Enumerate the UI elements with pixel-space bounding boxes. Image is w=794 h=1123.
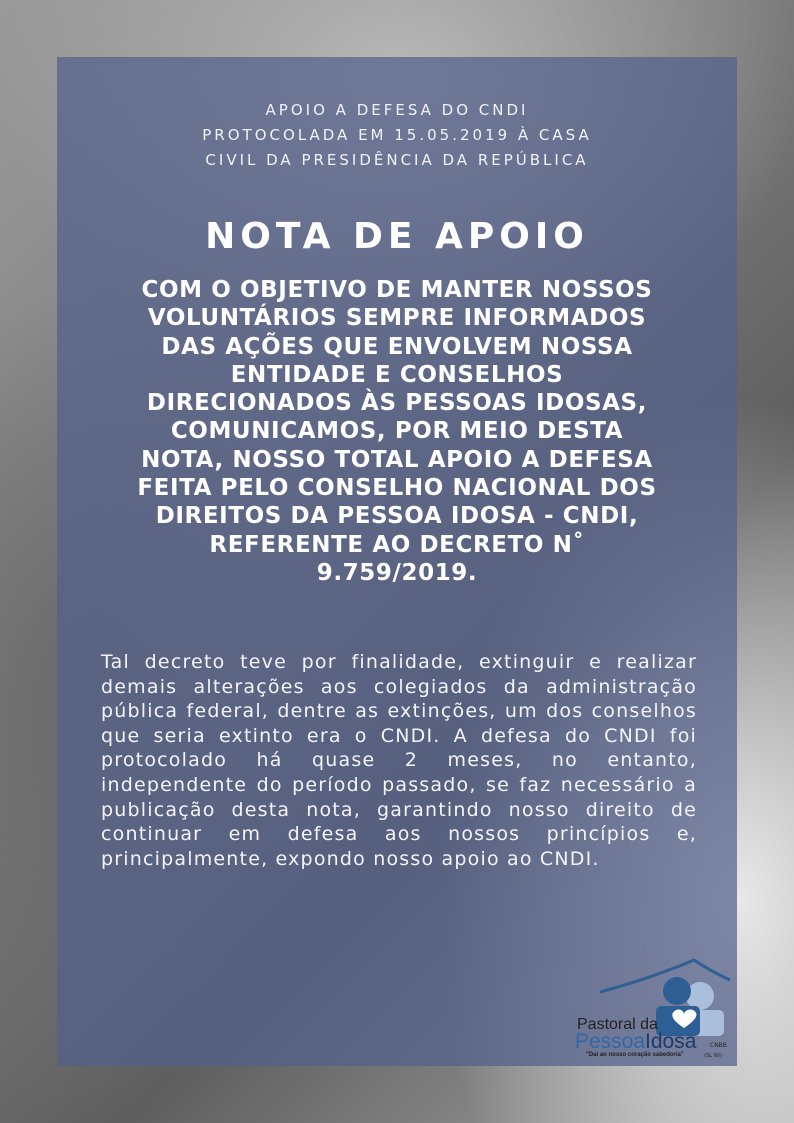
headline-line: COM O OBJETIVO DE MANTER NOSSOS (141, 277, 653, 303)
headline-line: VOLUNTÁRIOS SEMPRE INFORMADOS (147, 305, 647, 332)
subtitle-line: CIVIL DA PRESIDÊNCIA DA REPÚBLICA (205, 151, 589, 169)
subtitle-line: PROTOCOLADA EM 15.05.2019 À CASA (202, 126, 592, 144)
page-title: NOTA DE APOIO (205, 216, 589, 257)
headline-line: DIRECIONADOS ÀS PESSOAS IDOSAS, (146, 390, 648, 417)
headline-line: COMUNICAMOS, POR MEIO DESTA (170, 418, 624, 445)
headline-line: REFERENTE AO DECRETO N˚ (209, 531, 585, 558)
logo-line2 (575, 1030, 696, 1054)
subtitle (57, 98, 737, 173)
headline-line: ENTIDADE E CONSELHOS (230, 361, 564, 388)
headline-line: NOTA, NOSSO TOTAL APOIO A DEFESA (141, 446, 653, 473)
headline (90, 276, 704, 587)
logo-cnbb: CNBB (710, 1042, 727, 1049)
logo-pessoa: Pessoa (575, 1030, 646, 1053)
headline-line: 9.759/2019. (316, 559, 478, 586)
headline-line: FEITA PELO CONSELHO NACIONAL DOS (137, 475, 657, 502)
logo-motto: "Dai ao nosso coração sabedoria" (586, 1052, 684, 1058)
headline-line: DIREITOS DA PESSOA IDOSA - CNDI, (155, 503, 639, 530)
logo-ref: (SL 90) (704, 1053, 722, 1059)
pastoral-logo (572, 958, 732, 1063)
subtitle-line: APOIO A DEFESA DO CNDI (265, 101, 529, 119)
headline-line: DAS AÇÕES QUE ENVOLVEM NOSSA (161, 333, 633, 360)
logo-idosa: Idosa (645, 1030, 697, 1053)
logo-line1: Pastoral da (577, 1016, 658, 1033)
body-text: Tal decreto teve por finalidade, extinguir e realizar demais alterações aos colegiados da administração pública federal, dentre as extinções, um dos conselhos que seria extinto era o CNDI. A defesa do CNDI foi protocolado há quase 2 meses, no entanto, independente do período passado, se faz necessário a publicação desta nota, garantindo nosso direito de continuar em defesa aos nossos princípios e, principalmente, expondo nosso apoio ao CNDI. (101, 651, 697, 870)
